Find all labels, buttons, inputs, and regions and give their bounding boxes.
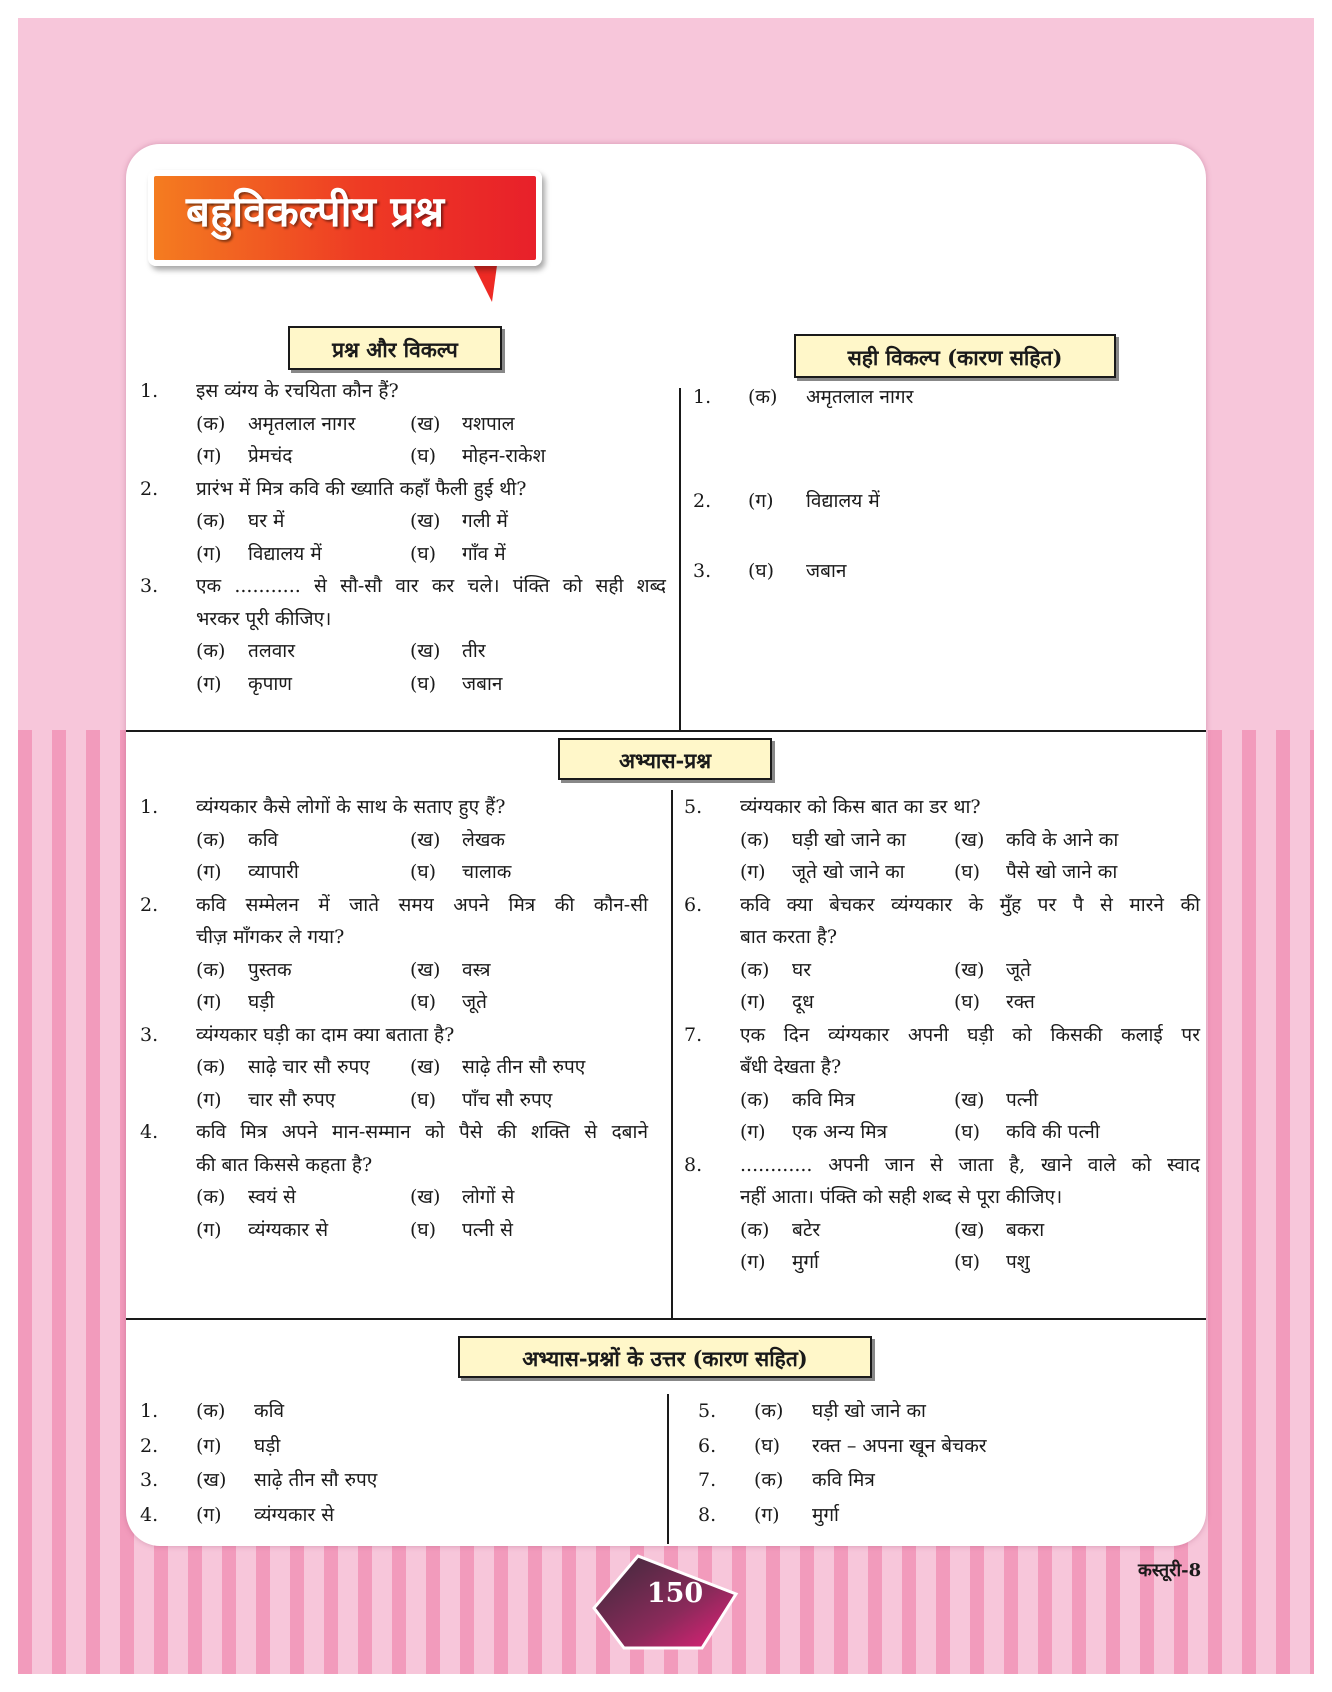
option-key: (घ) — [954, 1251, 981, 1273]
answer-text: विद्यालय में — [806, 490, 880, 512]
option-text: एक अन्य मित्र — [792, 1121, 888, 1143]
section2-bottom-rule — [126, 1318, 1206, 1320]
option-text: कृपाण — [248, 672, 293, 695]
answer-key: (क) — [748, 386, 778, 408]
option-key: (ख) — [410, 828, 441, 851]
answer-key: (ग) — [196, 1503, 222, 1526]
section-title-practice-answers: अभ्यास-प्रश्नों के उत्तर (कारण सहित) — [458, 1336, 872, 1378]
answer-number: 3. — [693, 560, 712, 582]
option-key: (ग) — [740, 991, 766, 1013]
question-text: भरकर पूरी कीजिए। — [196, 607, 332, 630]
option-text: अमृतलाल नागर — [248, 412, 356, 435]
question-number: 4. — [140, 1121, 159, 1143]
option-key: (घ) — [410, 672, 437, 695]
option-text: यशपाल — [462, 412, 515, 435]
option-text: जूते — [462, 991, 487, 1013]
question-number: 5. — [684, 796, 703, 818]
option-key: (घ) — [410, 542, 437, 565]
option-text: विद्यालय में — [248, 542, 322, 565]
question-text: व्यंग्यकार घड़ी का दाम क्या बताता है? — [196, 1023, 455, 1046]
option-text: बटेर — [792, 1218, 821, 1241]
option-key: (क) — [196, 828, 226, 851]
option-text: कवि के आने का — [1006, 828, 1119, 851]
answer-number: 3. — [140, 1469, 159, 1491]
answer-number: 7. — [698, 1469, 717, 1491]
question-text: एक दिन व्यंग्यकार अपनी घड़ी को किसकी कलाई पर — [740, 1023, 1200, 1046]
option-text: कवि की पत्नी — [1006, 1121, 1100, 1143]
option-text: पशु — [1006, 1251, 1030, 1273]
section-title-questions-options: प्रश्न और विकल्प — [288, 326, 502, 370]
answer-key: (क) — [196, 1400, 226, 1422]
answer-number: 4. — [140, 1503, 159, 1526]
answer-number: 1. — [140, 1400, 159, 1422]
question-number: 3. — [140, 575, 159, 597]
question-text: एक ........... से सौ-सौ वार कर चले। पंक्ति को सही शब्द — [196, 575, 666, 597]
section3-divider — [667, 1394, 669, 1544]
option-text: घड़ी खो जाने का — [792, 828, 906, 851]
answer-number: 2. — [140, 1434, 159, 1457]
question-text: व्यंग्यकार को किस बात का डर था? — [740, 796, 981, 818]
option-key: (क) — [196, 510, 226, 532]
question-text: चीज़ माँगकर ले गया? — [196, 926, 345, 948]
book-brand: कस्तूरी-8 — [1138, 1560, 1202, 1581]
option-text: तलवार — [248, 640, 295, 662]
section1-bottom-rule — [126, 730, 1206, 732]
question-text: व्यंग्यकार कैसे लोगों के साथ के सताए हुए हैं? — [196, 796, 506, 818]
option-key: (ख) — [410, 412, 441, 435]
option-key: (घ) — [410, 991, 437, 1013]
option-text: पत्नी से — [462, 1218, 513, 1241]
option-key: (ख) — [410, 1056, 441, 1078]
answer-key: (क) — [754, 1469, 784, 1491]
option-key: (क) — [740, 1088, 770, 1111]
option-key: (घ) — [410, 1088, 437, 1111]
question-number: 6. — [684, 893, 703, 916]
question-text: नहीं आता। पंक्ति को सही शब्द से पूरा कीजिए। — [740, 1186, 1063, 1208]
option-key: (ग) — [196, 1088, 222, 1111]
option-text: कवि — [248, 828, 279, 851]
option-key: (ख) — [954, 1218, 985, 1241]
option-key: (ग) — [740, 861, 766, 883]
option-text: पाँच सौ रुपए — [462, 1088, 553, 1111]
question-number: 2. — [140, 893, 159, 916]
option-text: जूते — [1006, 958, 1031, 981]
answer-number: 6. — [698, 1434, 717, 1457]
question-number: 7. — [684, 1023, 703, 1046]
answer-text: व्यंग्यकार से — [254, 1503, 335, 1526]
option-text: गाँव में — [462, 542, 506, 565]
option-text: दूध — [792, 991, 814, 1013]
option-key: (ख) — [410, 640, 441, 662]
question-text: बँधी देखता है? — [740, 1056, 842, 1078]
option-text: चार सौ रुपए — [248, 1088, 336, 1111]
question-text: कवि मित्र अपने मान-सम्मान को पैसे की शक्ति से दबाने — [196, 1121, 648, 1143]
option-text: लेखक — [462, 828, 506, 851]
option-text: बकरा — [1006, 1218, 1045, 1241]
option-text: प्रेमचंद — [248, 445, 293, 467]
option-key: (ख) — [410, 958, 441, 981]
option-text: स्वयं से — [248, 1186, 296, 1208]
answer-text: साढ़े तीन सौ रुपए — [254, 1469, 378, 1491]
answer-number: 8. — [698, 1503, 717, 1526]
option-key: (ग) — [196, 445, 222, 467]
answer-number: 2. — [693, 490, 712, 512]
option-key: (ग) — [740, 1251, 766, 1273]
option-key: (ख) — [954, 958, 985, 981]
option-key: (ग) — [740, 1121, 766, 1143]
option-text: तीर — [462, 640, 486, 662]
question-number: 3. — [140, 1023, 159, 1046]
answer-text: कवि — [254, 1400, 285, 1422]
option-key: (क) — [740, 828, 770, 851]
option-key: (घ) — [410, 445, 437, 467]
option-text: जूते खो जाने का — [792, 861, 905, 883]
option-key: (क) — [196, 412, 226, 435]
answer-key: (ग) — [196, 1434, 222, 1457]
question-number: 2. — [140, 477, 159, 500]
section2-divider — [671, 790, 673, 1318]
option-key: (घ) — [954, 991, 981, 1013]
question-number: 1. — [140, 796, 159, 818]
answer-text: घड़ी खो जाने का — [812, 1400, 926, 1422]
option-text: लोगों से — [462, 1186, 515, 1208]
option-text: मोहन-राकेश — [462, 445, 546, 467]
question-text: कवि सम्मेलन में जाते समय अपने मित्र की कौन-सी — [196, 893, 648, 916]
option-text: घर — [792, 958, 812, 981]
option-text: मुर्गा — [792, 1251, 819, 1273]
option-text: चालाक — [462, 861, 512, 883]
answer-text: घड़ी — [254, 1434, 281, 1457]
section1-divider — [679, 388, 681, 730]
option-key: (क) — [196, 958, 226, 981]
section-title-correct-options: सही विकल्प (कारण सहित) — [794, 334, 1116, 378]
option-key: (घ) — [954, 861, 981, 883]
option-key: (ग) — [196, 991, 222, 1013]
page-title: बहुविकल्पीय प्रश्न — [186, 187, 445, 236]
answer-text: रक्त – अपना खून बेचकर — [812, 1434, 987, 1457]
answer-number: 5. — [698, 1400, 717, 1422]
option-key: (घ) — [410, 1218, 437, 1241]
answer-key: (ग) — [748, 490, 774, 512]
option-text: साढ़े चार सौ रुपए — [248, 1056, 370, 1078]
question-text: की बात किससे कहता है? — [196, 1153, 373, 1176]
answer-text: अमृतलाल नागर — [806, 386, 914, 408]
section-title-practice: अभ्यास-प्रश्न — [558, 738, 772, 780]
option-key: (ग) — [196, 861, 222, 883]
option-text: पत्नी — [1006, 1088, 1039, 1111]
question-number: 8. — [684, 1153, 703, 1176]
option-text: रक्त — [1006, 991, 1035, 1013]
question-number: 1. — [140, 380, 159, 402]
answer-key: (ग) — [754, 1503, 780, 1526]
answer-text: कवि मित्र — [812, 1469, 875, 1491]
option-key: (क) — [740, 958, 770, 981]
question-text: ............ अपनी जान से जाता है, खाने वाले को स्वाद — [740, 1153, 1200, 1176]
option-text: जबान — [462, 672, 503, 695]
option-key: (ख) — [954, 828, 985, 851]
option-text: वस्त्र — [462, 958, 491, 981]
option-key: (क) — [196, 640, 226, 662]
answer-text: मुर्गा — [812, 1503, 839, 1526]
option-key: (ख) — [410, 1186, 441, 1208]
question-text: प्रारंभ में मित्र कवि की ख्याति कहाँ फैली हुई थी? — [196, 477, 527, 500]
question-text: बात करता है? — [740, 926, 838, 948]
answer-key: (ख) — [196, 1469, 227, 1491]
option-key: (क) — [196, 1186, 226, 1208]
option-text: साढ़े तीन सौ रुपए — [462, 1056, 586, 1078]
option-text: व्यापारी — [248, 861, 299, 883]
option-text: घर में — [248, 510, 285, 532]
question-text: इस व्यंग्य के रचयिता कौन हैं? — [196, 380, 399, 402]
option-text: पुस्तक — [248, 958, 292, 981]
option-text: व्यंग्यकार से — [248, 1218, 329, 1241]
answer-key: (घ) — [754, 1434, 781, 1457]
option-key: (घ) — [410, 861, 437, 883]
answer-number: 1. — [693, 386, 712, 408]
answer-key: (क) — [754, 1400, 784, 1422]
option-key: (घ) — [954, 1121, 981, 1143]
option-key: (ख) — [954, 1088, 985, 1111]
option-key: (ग) — [196, 672, 222, 695]
option-text: घड़ी — [248, 991, 275, 1013]
option-text: कवि मित्र — [792, 1088, 855, 1111]
option-key: (ख) — [410, 510, 441, 532]
page-number: 150 — [646, 1578, 704, 1609]
option-key: (क) — [196, 1056, 226, 1078]
option-text: पैसे खो जाने का — [1006, 861, 1118, 883]
option-key: (ग) — [196, 1218, 222, 1241]
question-text: कवि क्या बेचकर व्यंग्यकार के मुँह पर पै से मारने की — [740, 893, 1200, 916]
answer-text: जबान — [806, 560, 847, 582]
answer-key: (घ) — [748, 560, 775, 582]
option-key: (क) — [740, 1218, 770, 1241]
option-key: (ग) — [196, 542, 222, 565]
option-text: गली में — [462, 510, 508, 532]
